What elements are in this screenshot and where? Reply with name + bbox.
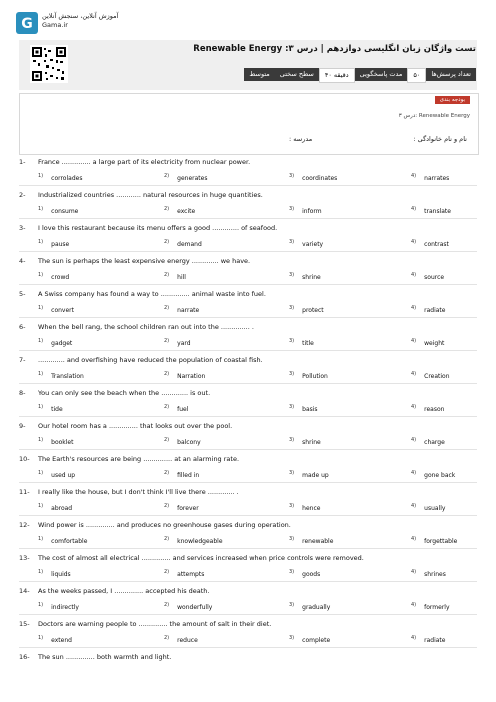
question-text: Industrialized countries ............ natural resources in huge quantities.	[38, 191, 263, 199]
answer-option[interactable]	[164, 536, 223, 545]
option-number: 3)	[289, 635, 295, 641]
answer-option[interactable]	[411, 569, 446, 578]
question-text: As the weeks passed, I .............. accepted his death.	[38, 587, 210, 595]
option-number: 2)	[164, 470, 170, 476]
option-text: excite	[177, 208, 196, 215]
answer-option[interactable]	[289, 470, 329, 479]
answer-option[interactable]	[164, 569, 204, 578]
option-text: contrast	[424, 241, 449, 248]
answer-option[interactable]	[411, 635, 445, 644]
question-number: 6-	[19, 323, 26, 331]
option-number: 2)	[164, 404, 170, 410]
option-number: 2)	[164, 305, 170, 311]
answer-option[interactable]	[164, 305, 199, 314]
option-text: title	[302, 340, 314, 347]
question-number: 5-	[19, 290, 26, 298]
option-number: 4)	[411, 371, 417, 377]
question-text: The Earth's resources are being .............. at an alarming rate.	[38, 455, 240, 463]
question-divider	[19, 218, 477, 219]
answer-option[interactable]	[38, 635, 72, 644]
question-divider	[19, 482, 477, 483]
question-divider	[19, 317, 477, 318]
question-number: 11-	[19, 488, 30, 496]
option-text: protect	[302, 307, 324, 314]
option-number: 2)	[164, 536, 170, 542]
option-number: 4)	[411, 503, 417, 509]
option-number: 3)	[289, 272, 295, 278]
answer-option[interactable]	[38, 470, 75, 479]
option-number: 1)	[38, 536, 44, 542]
option-number: 1)	[38, 206, 44, 212]
option-number: 4)	[411, 272, 417, 278]
question-number: 4-	[19, 257, 26, 265]
option-number: 3)	[289, 470, 295, 476]
answer-option[interactable]	[289, 272, 321, 281]
answer-option[interactable]	[38, 371, 84, 380]
option-text: generates	[177, 175, 208, 182]
question-number: 9-	[19, 422, 26, 430]
student-info-row	[19, 126, 477, 148]
option-number: 4)	[411, 206, 417, 212]
option-number: 1)	[38, 503, 44, 509]
question-divider	[19, 185, 477, 186]
answer-option[interactable]	[164, 173, 207, 182]
option-number: 3)	[289, 536, 295, 542]
answer-option[interactable]	[38, 503, 72, 512]
question-divider	[19, 284, 477, 285]
info-chip: سطح سختی	[275, 68, 319, 81]
option-text: Creation	[424, 373, 450, 380]
info-chip: تعداد پرسش‌ها	[426, 68, 476, 81]
option-text: usually	[424, 505, 446, 512]
answer-option[interactable]	[411, 503, 445, 512]
option-text: convert	[51, 307, 74, 314]
answer-option[interactable]	[289, 569, 320, 578]
option-text: shrine	[302, 274, 321, 281]
answer-option[interactable]	[411, 206, 451, 215]
answer-option[interactable]	[164, 206, 195, 215]
option-text: shrine	[302, 439, 321, 446]
option-text: translate	[424, 208, 451, 215]
page-title: تست واژگان زبان انگلیسی دوازدهم | درس ۳: Renewable Energy	[193, 44, 476, 54]
info-chip: ۴۰ دقیقه	[319, 68, 355, 83]
answer-option[interactable]	[289, 371, 328, 380]
answer-option[interactable]	[38, 338, 72, 347]
option-text: renewable	[302, 538, 334, 545]
answer-option[interactable]	[411, 371, 450, 380]
option-number: 3)	[289, 173, 295, 179]
option-number: 1)	[38, 371, 44, 377]
option-text: liquids	[51, 571, 71, 578]
question-number: 2-	[19, 191, 26, 199]
option-number: 1)	[38, 437, 44, 443]
option-text: made up	[302, 472, 329, 479]
option-number: 4)	[411, 437, 417, 443]
option-text: variety	[302, 241, 324, 248]
answer-option[interactable]	[164, 272, 186, 281]
answer-option[interactable]	[164, 470, 199, 479]
answer-option[interactable]	[289, 437, 321, 446]
option-text: hence	[302, 505, 321, 512]
question-divider	[19, 548, 477, 549]
option-text: attempts	[177, 571, 205, 578]
question-number: 14-	[19, 587, 30, 595]
answer-option[interactable]	[164, 239, 202, 248]
question-text: I love this restaurant because its menu offers a good ............. of seafood.	[38, 224, 278, 232]
option-number: 2)	[164, 239, 170, 245]
answer-option[interactable]	[38, 305, 74, 314]
answer-option[interactable]	[289, 503, 320, 512]
answer-option[interactable]	[411, 272, 444, 281]
qr-code-icon[interactable]	[30, 45, 68, 83]
budget-label: بودجه بندی	[435, 96, 470, 104]
question-divider	[19, 416, 477, 417]
answer-option[interactable]	[289, 404, 318, 413]
option-text: comfortable	[51, 538, 88, 545]
option-number: 2)	[164, 272, 170, 278]
question-text: ............. and overfishing have reduced the population of coastal fish.	[38, 356, 263, 364]
answer-option[interactable]	[38, 206, 78, 215]
question-number: 8-	[19, 389, 26, 397]
option-text: forgettable	[424, 538, 458, 545]
svg-text:G: G	[21, 16, 33, 32]
option-number: 3)	[289, 404, 295, 410]
answer-option[interactable]	[38, 602, 79, 611]
option-number: 2)	[164, 569, 170, 575]
option-text: source	[424, 274, 445, 281]
option-text: tide	[51, 406, 63, 413]
option-number: 2)	[164, 371, 170, 377]
option-text: filled in	[177, 472, 200, 479]
option-number: 2)	[164, 206, 170, 212]
option-text: complete	[302, 637, 331, 644]
option-text: reduce	[177, 637, 198, 644]
option-number: 4)	[411, 338, 417, 344]
question-divider	[19, 449, 477, 450]
answer-option[interactable]	[289, 536, 333, 545]
option-text: narrates	[424, 175, 450, 182]
answer-option[interactable]	[289, 173, 337, 182]
answer-option[interactable]	[38, 272, 69, 281]
answer-option[interactable]	[164, 404, 188, 413]
option-text: forever	[177, 505, 199, 512]
answer-option[interactable]	[411, 404, 444, 413]
option-text: gone back	[424, 472, 456, 479]
option-text: booklet	[51, 439, 74, 446]
answer-option[interactable]	[289, 239, 323, 248]
question-number: 12-	[19, 521, 30, 529]
option-number: 3)	[289, 503, 295, 509]
option-number: 3)	[289, 239, 295, 245]
question-text: A Swiss company has found a way to .............. animal waste into fuel.	[38, 290, 266, 298]
option-text: radiate	[424, 307, 446, 314]
answer-option[interactable]	[38, 536, 87, 545]
option-number: 1)	[38, 404, 44, 410]
question-text: Doctors are warning people to .............. the amount of salt in their diet.	[38, 620, 272, 628]
option-text: reason	[424, 406, 445, 413]
option-number: 1)	[38, 569, 44, 575]
option-text: indirectly	[51, 604, 79, 611]
option-text: inform	[302, 208, 322, 215]
option-text: radiate	[424, 637, 446, 644]
option-text: coordinates	[302, 175, 338, 182]
option-number: 2)	[164, 173, 170, 179]
option-text: fuel	[177, 406, 189, 413]
question-text: The sun is perhaps the least expensive energy ............. we have.	[38, 257, 251, 265]
answer-option[interactable]	[38, 239, 69, 248]
test-info-chips	[244, 68, 476, 83]
option-number: 4)	[411, 404, 417, 410]
question-text: The cost of almost all electrical .............. and services increased when price controls were removed.	[38, 554, 364, 562]
answer-option[interactable]	[411, 536, 457, 545]
answer-option[interactable]	[38, 437, 73, 446]
option-text: abroad	[51, 505, 73, 512]
answer-option[interactable]	[411, 470, 455, 479]
option-text: consume	[51, 208, 79, 215]
option-number: 1)	[38, 338, 44, 344]
option-text: gadget	[51, 340, 73, 347]
option-number: 3)	[289, 206, 295, 212]
question-number: 13-	[19, 554, 30, 562]
question-divider	[19, 647, 477, 648]
info-chip: متوسط	[244, 68, 274, 81]
option-text: yard	[177, 340, 191, 347]
option-text: demand	[177, 241, 202, 248]
option-text: corrolades	[51, 175, 83, 182]
answer-option[interactable]	[289, 206, 322, 215]
option-number: 4)	[411, 470, 417, 476]
option-text: wonderfully	[177, 604, 213, 611]
option-number: 2)	[164, 635, 170, 641]
question-text: When the bell rang, the school children ran out into the .............. .	[38, 323, 254, 331]
question-divider	[19, 614, 477, 615]
name-field-label: نام و نام خانوادگی :	[413, 135, 467, 143]
answer-option[interactable]	[411, 437, 445, 446]
question-number: 15-	[19, 620, 30, 628]
question-number: 1-	[19, 158, 26, 166]
option-text: weight	[424, 340, 445, 347]
question-text: You can only see the beach when the ............. is out.	[38, 389, 211, 397]
option-number: 4)	[411, 569, 417, 575]
option-number: 4)	[411, 173, 417, 179]
answer-option[interactable]	[164, 602, 212, 611]
option-text: extend	[51, 637, 72, 644]
info-chip: مدت پاسخگویی	[355, 68, 408, 81]
option-number: 3)	[289, 338, 295, 344]
option-number: 1)	[38, 602, 44, 608]
option-text: crowd	[51, 274, 70, 281]
option-number: 4)	[411, 536, 417, 542]
question-divider	[19, 350, 477, 351]
budget-text: درس ۳: Renewable Energy	[398, 113, 470, 119]
answer-option[interactable]	[164, 635, 198, 644]
option-text: pause	[51, 241, 70, 248]
site-name	[42, 12, 118, 30]
site-name-line2: Gama.ir	[42, 21, 68, 29]
option-number: 3)	[289, 569, 295, 575]
school-field-label: مدرسه :	[289, 135, 313, 143]
gama-logo-icon	[16, 12, 38, 34]
question-text: I really like the house, but I don't think I'll live there ............. .	[38, 488, 239, 496]
option-number: 3)	[289, 437, 295, 443]
option-text: balcony	[177, 439, 201, 446]
option-number: 2)	[164, 602, 170, 608]
info-chip: ۵۰	[407, 68, 426, 83]
question-text: Wind power is .............. and produces no greenhouse gases during operation.	[38, 521, 291, 529]
answer-option[interactable]	[164, 437, 201, 446]
answer-option[interactable]	[411, 173, 449, 182]
answer-option[interactable]	[411, 239, 449, 248]
option-text: charge	[424, 439, 445, 446]
question-text: The sun .............. both warmth and light.	[38, 653, 172, 661]
option-number: 2)	[164, 503, 170, 509]
option-number: 1)	[38, 272, 44, 278]
option-number: 1)	[38, 239, 44, 245]
question-divider	[19, 383, 477, 384]
option-number: 3)	[289, 602, 295, 608]
question-text: Our hotel room has a .............. that looks out over the pool.	[38, 422, 233, 430]
question-divider	[19, 515, 477, 516]
option-number: 1)	[38, 173, 44, 179]
answer-option[interactable]	[38, 569, 71, 578]
option-number: 2)	[164, 338, 170, 344]
option-text: basis	[302, 406, 318, 413]
option-text: narrate	[177, 307, 200, 314]
option-text: Pollution	[302, 373, 328, 380]
option-number: 1)	[38, 470, 44, 476]
answer-option[interactable]	[38, 173, 82, 182]
answer-option[interactable]	[289, 305, 324, 314]
option-number: 2)	[164, 437, 170, 443]
question-number: 10-	[19, 455, 30, 463]
question-divider	[19, 581, 477, 582]
question-number: 16-	[19, 653, 30, 661]
option-number: 1)	[38, 305, 44, 311]
option-text: formerly	[424, 604, 450, 611]
option-number: 4)	[411, 305, 417, 311]
answer-option[interactable]	[289, 602, 330, 611]
answer-option[interactable]	[289, 635, 330, 644]
question-text: France .............. a large part of its electricity from nuclear power.	[38, 158, 251, 166]
option-number: 3)	[289, 305, 295, 311]
option-text: Narration	[177, 373, 206, 380]
answer-option[interactable]	[164, 371, 205, 380]
answer-option[interactable]	[411, 305, 445, 314]
option-text: used up	[51, 472, 76, 479]
option-number: 4)	[411, 239, 417, 245]
option-number: 1)	[38, 635, 44, 641]
option-text: hill	[177, 274, 186, 281]
option-text: shrines	[424, 571, 446, 578]
answer-option[interactable]	[411, 338, 444, 347]
site-name-line1: آموزش آنلاین، سنجش آنلاین	[42, 12, 119, 20]
option-number: 3)	[289, 371, 295, 377]
option-text: gradually	[302, 604, 331, 611]
answer-option[interactable]	[289, 338, 314, 347]
answer-option[interactable]	[164, 338, 191, 347]
option-number: 4)	[411, 635, 417, 641]
option-text: goods	[302, 571, 321, 578]
answer-option[interactable]	[164, 503, 199, 512]
option-text: knowledgeable	[177, 538, 223, 545]
question-number: 7-	[19, 356, 26, 364]
answer-option[interactable]	[38, 404, 63, 413]
question-number: 3-	[19, 224, 26, 232]
answer-option[interactable]	[411, 602, 450, 611]
option-text: Translation	[51, 373, 84, 380]
option-number: 4)	[411, 602, 417, 608]
question-divider	[19, 251, 477, 252]
